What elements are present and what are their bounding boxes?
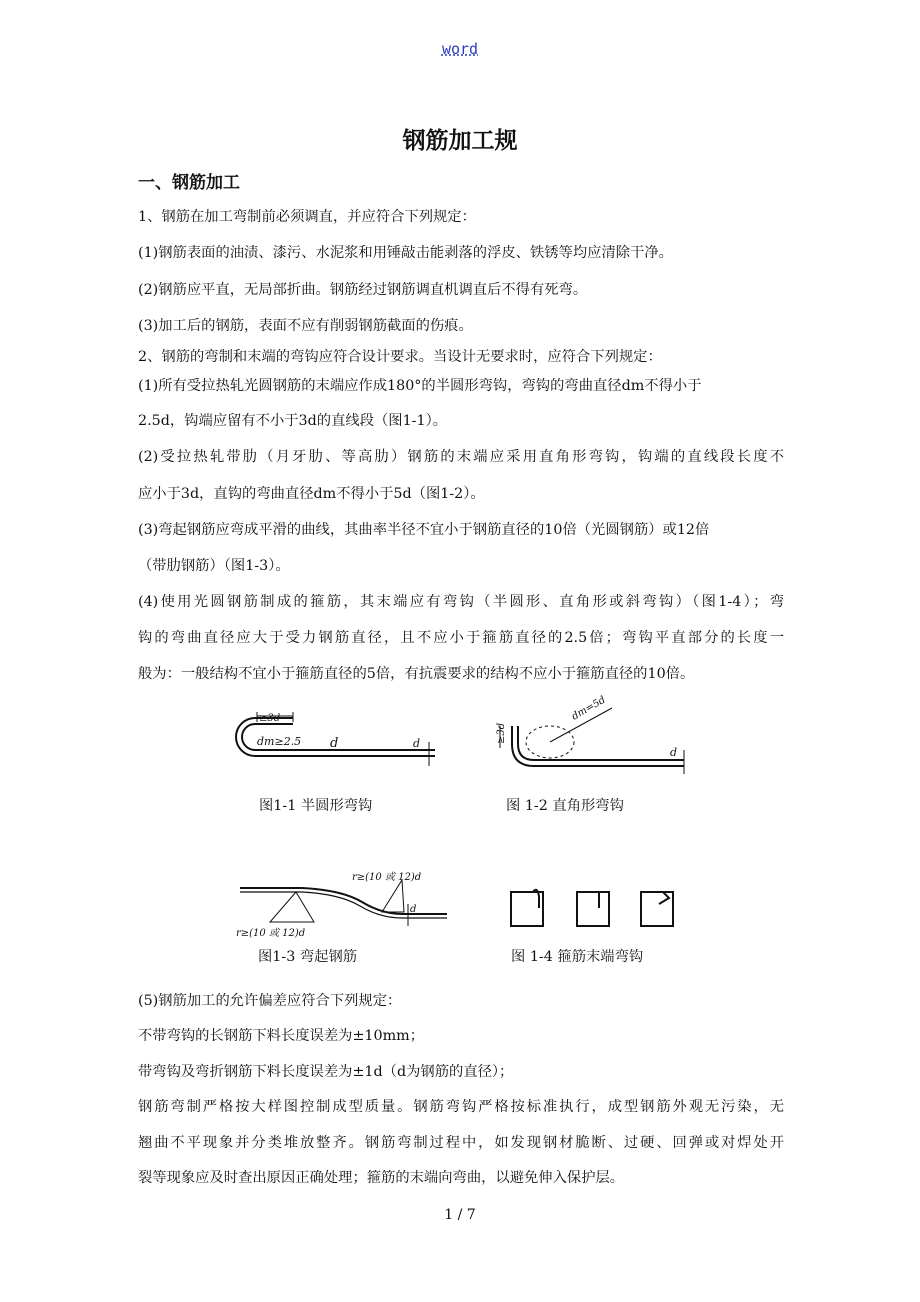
- page-number: 1 / 7: [444, 1207, 476, 1223]
- figure-caption: 图 1-2 直角形弯钩: [506, 798, 624, 814]
- fig2-label-3d: ≥3d: [496, 722, 507, 744]
- paragraph-line: 2.5d，钩端应留有不小于3d的直线段（图1-1）。: [138, 413, 448, 429]
- paragraph-line: (3)加工后的钢筋，表面不应有削弱钢筋截面的伤痕。: [138, 318, 473, 334]
- fig1-label-3d: ≥3d: [259, 713, 281, 724]
- figure-stirrup-hooks: [505, 882, 685, 934]
- paragraph-line: 带弯钩及弯折钢筋下料长度误差为±1d（d为钢筋的直径）；: [138, 1064, 514, 1080]
- paragraph-line: (1)所有受拉热轧光圆钢筋的末端应作成180°的半圆形弯钩，弯钩的弯曲直径dm不得小于: [138, 378, 702, 394]
- header-word-link[interactable]: word: [441, 40, 479, 58]
- paragraph-line: (2)钢筋应平直，无局部折曲。钢筋经过钢筋调直机调直后不得有死弯。: [138, 282, 588, 298]
- paragraph-line: 不带弯钩的长钢筋下料长度误差为±10mm；: [138, 1028, 425, 1044]
- paragraph-line: 翘曲不平现象并分类堆放整齐。钢筋弯制过程中，如发现钢材脆断、过硬、回弹或对焊处开: [138, 1135, 784, 1151]
- figure-bent-up-bar: [232, 868, 454, 940]
- section-heading: 一、钢筋加工: [138, 173, 240, 193]
- paragraph-line: 般为：一般结构不宜小于箍筋直径的5倍，有抗震要求的结构不应小于箍筋直径的10倍。: [138, 666, 695, 682]
- paragraph-line: (1)钢筋表面的油渍、漆污、水泥浆和用锤敲击能剥落的浮皮、铁锈等均应清除干净。: [138, 245, 673, 261]
- paragraph-line: (5)钢筋加工的允许偏差应符合下列规定：: [138, 993, 402, 1009]
- paragraph-line: 应小于3d，直钩的弯曲直径dm不得小于5d（图1-2）。: [138, 486, 485, 502]
- paragraph-line: 2、钢筋的弯制和末端的弯钩应符合设计要求。当设计无要求时，应符合下列规定：: [138, 349, 662, 365]
- figure-caption: 图1-1 半圆形弯钩: [259, 798, 373, 814]
- paragraph-line: 裂等现象应及时查出原因正确处理；箍筋的末端向弯曲，以避免伸入保护层。: [138, 1170, 625, 1186]
- page-title: 钢筋加工规: [402, 128, 518, 154]
- figure-semicircular-hook: [225, 712, 445, 778]
- paragraph-line: (4)使用光圆钢筋制成的箍筋，其末端应有弯钩（半圆形、直角形或斜弯钩）（图1-4）；弯: [138, 594, 784, 610]
- fig1-label-d-small: d: [413, 737, 421, 750]
- fig3-label-bottom: r≥(10 或 12)d: [236, 928, 306, 939]
- figure-caption: 图1-3 弯起钢筋: [258, 949, 358, 965]
- fig3-label-top: r≥(10 或 12)d: [352, 872, 422, 883]
- figure-caption: 图 1-4 箍筋末端弯钩: [511, 949, 644, 965]
- paragraph-line: (2)受拉热轧带肋（月牙肋、等高肋）钢筋的末端应采用直角形弯钩，钩端的直线段长度不: [138, 449, 784, 465]
- fig1-label-d: d: [330, 736, 339, 751]
- paragraph-line: (3)弯起钢筋应弯成平滑的曲线，其曲率半径不宜小于钢筋直径的10倍（光圆钢筋）或12倍: [138, 522, 710, 538]
- fig1-label-dm: dm≥2.5: [257, 735, 302, 748]
- fig2-label-dm: dm=5d: [570, 694, 608, 723]
- paragraph-line: （带肋钢筋）（图1-3）。: [138, 558, 290, 574]
- paragraph-line: 钢筋弯制严格按大样图控制成型质量。钢筋弯钩严格按标准执行，成型钢筋外观无污染，无: [138, 1099, 784, 1115]
- figure-right-angle-hook: [486, 694, 702, 776]
- fig2-label-d: d: [670, 746, 678, 759]
- paragraph-line: 钩的弯曲直径应大于受力钢筋直径，且不应小于箍筋直径的2.5倍；弯钩平直部分的长度一: [138, 630, 784, 646]
- paragraph-line: 1、钢筋在加工弯制前必须调直，并应符合下列规定：: [138, 209, 476, 225]
- fig3-label-d: d: [410, 904, 417, 915]
